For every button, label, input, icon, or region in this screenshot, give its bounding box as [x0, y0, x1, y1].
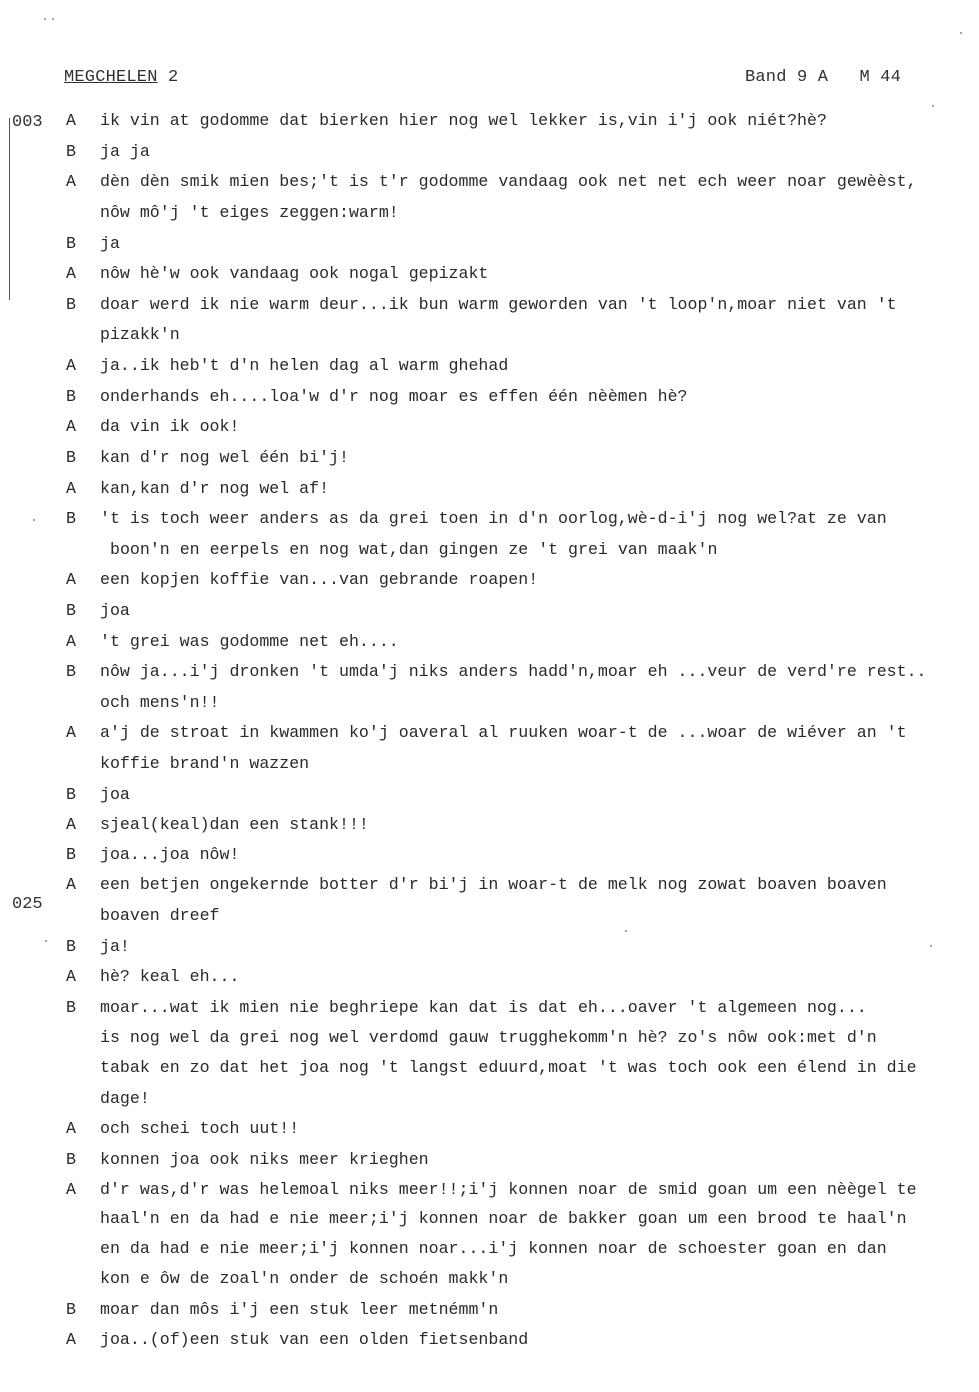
- speck: [44, 18, 46, 20]
- transcript-line: [0, 903, 979, 929]
- transcript-line: [0, 872, 979, 898]
- transcript-line: [0, 1177, 979, 1203]
- speck: [960, 32, 962, 34]
- utterance-text: joa: [100, 601, 130, 620]
- transcript-line: [0, 1206, 979, 1232]
- speaker-label: B: [66, 387, 76, 406]
- speck: [932, 105, 934, 107]
- utterance-text: och schei toch uut!!: [100, 1119, 300, 1138]
- utterance-text: doar werd ik nie warm deur...ik bun warm geworden van 't loop'n,moar niet van 't: [100, 295, 897, 314]
- utterance-text: d'r was,d'r was helemoal niks meer!!;i'j konnen noar de smid goan um een nèègel te: [100, 1180, 917, 1199]
- speaker-label: A: [66, 479, 76, 498]
- speaker-label: B: [66, 1300, 76, 1319]
- header-tape: [745, 68, 901, 87]
- transcript-line: [0, 690, 979, 716]
- utterance-text: 't is toch weer anders as da grei toen in d'n oorlog,wè-d-i'j nog wel?at ze van: [100, 509, 887, 528]
- transcript-line: [0, 231, 979, 257]
- utterance-text: nôw ja...i'j dronken 't umda'j niks anders hadd'n,moar eh ...veur de verd're rest..: [100, 662, 927, 681]
- utterance-text: joa..(of)een stuk van een olden fietsenband: [100, 1330, 529, 1349]
- speaker-label: B: [66, 234, 76, 253]
- utterance-text: a'j de stroat in kwammen ko'j oaveral al ruuken woar-t de ...woar de wiéver an 't: [100, 723, 907, 742]
- speaker-label: A: [66, 815, 76, 834]
- utterance-text: boon'n en eerpels en nog wat,dan gingen ze 't grei van maak'n: [110, 540, 718, 559]
- transcript-line: [0, 1086, 979, 1112]
- speck: [625, 930, 627, 932]
- utterance-text: pizakk'n: [100, 325, 180, 344]
- transcript-line: [0, 842, 979, 868]
- transcript-line: [0, 1297, 979, 1323]
- utterance-text: ja!: [100, 937, 130, 956]
- transcript-line: [0, 1025, 979, 1051]
- transcript-line: [0, 1147, 979, 1173]
- speaker-label: A: [66, 264, 76, 283]
- utterance-text: kan,kan d'r nog wel af!: [100, 479, 330, 498]
- header-place: [64, 68, 178, 87]
- header-place-name: MEGCHELEN: [64, 68, 158, 87]
- transcript-line: [0, 1055, 979, 1081]
- transcript-line: [0, 506, 979, 532]
- speck: [52, 18, 54, 20]
- transcript-line: [0, 139, 979, 165]
- transcript-line: [0, 414, 979, 440]
- transcript-line: [0, 567, 979, 593]
- speaker-label: B: [66, 937, 76, 956]
- speaker-label: A: [66, 632, 76, 651]
- speaker-label: B: [66, 142, 76, 161]
- utterance-text: en da had e nie meer;i'j konnen noar...i'j konnen noar de schoester goan en dan: [100, 1239, 887, 1258]
- utterance-text: konnen joa ook niks meer krieghen: [100, 1150, 429, 1169]
- transcript-line: [0, 720, 979, 746]
- speaker-label: A: [66, 1330, 76, 1349]
- speaker-label: B: [66, 601, 76, 620]
- speaker-label: A: [66, 1180, 76, 1199]
- speaker-label: B: [66, 785, 76, 804]
- speaker-label: A: [66, 967, 76, 986]
- utterance-text: hè? keal eh...: [100, 967, 240, 986]
- speaker-label: B: [66, 295, 76, 314]
- utterance-text: nôw mô'j 't eiges zeggen:warm!: [100, 203, 399, 222]
- transcript-line: [0, 934, 979, 960]
- transcript-line: [0, 629, 979, 655]
- speaker-label: B: [66, 998, 76, 1017]
- speaker-label: A: [66, 1119, 76, 1138]
- transcript-line: [0, 292, 979, 318]
- transcript-line: [0, 108, 979, 134]
- margin-marker-025: 025: [12, 895, 43, 914]
- transcript-line: [0, 1327, 979, 1353]
- transcript-line: [0, 200, 979, 226]
- transcript-line: [0, 445, 979, 471]
- speaker-label: B: [66, 1150, 76, 1169]
- transcript-line: [0, 964, 979, 990]
- utterance-text: moar...wat ik mien nie beghriepe kan dat is dat eh...oaver 't algemeen nog...: [100, 998, 867, 1017]
- transcript-line: [0, 384, 979, 410]
- utterance-text: moar dan môs i'j een stuk leer metnémm'n: [100, 1300, 499, 1319]
- header-place-number: 2: [168, 68, 179, 87]
- speaker-label: A: [66, 172, 76, 191]
- utterance-text: joa: [100, 785, 130, 804]
- transcript-line: [0, 476, 979, 502]
- utterance-text: ja: [100, 234, 120, 253]
- speaker-label: B: [66, 662, 76, 681]
- transcript-line: [0, 1116, 979, 1142]
- transcript-line: [0, 995, 979, 1021]
- speaker-label: A: [66, 111, 76, 130]
- utterance-text: ik vin at godomme dat bierken hier nog wel lekker is,vin i'j ook niét?hè?: [100, 111, 827, 130]
- transcript-line: [0, 353, 979, 379]
- header-tape-label: Band 9 A: [745, 68, 829, 87]
- utterance-text: kon e ôw de zoal'n onder de schoén makk'n: [100, 1269, 509, 1288]
- utterance-text: och mens'n!!: [100, 693, 220, 712]
- utterance-text: ja..ik heb't d'n helen dag al warm ghehad: [100, 356, 509, 375]
- utterance-text: is nog wel da grei nog wel verdomd gauw trugghekomm'n hè? zo's nôw ook:met d'n: [100, 1028, 877, 1047]
- transcript-line: [0, 169, 979, 195]
- transcript-line: [0, 1236, 979, 1262]
- transcript-line: [0, 782, 979, 808]
- utterance-text: haal'n en da had e nie meer;i'j konnen noar de bakker goan um een brood te haal'n: [100, 1209, 907, 1228]
- transcript-line: [0, 812, 979, 838]
- speaker-label: B: [66, 448, 76, 467]
- speaker-label: A: [66, 723, 76, 742]
- utterance-text: boaven dreef: [100, 906, 220, 925]
- utterance-text: dèn dèn smik mien bes;'t is t'r godomme vandaag ook net net ech weer noar gewèèst,: [100, 172, 917, 191]
- speck: [45, 940, 47, 942]
- utterance-text: kan d'r nog wel één bi'j!: [100, 448, 349, 467]
- header-marker: M 44: [859, 68, 902, 87]
- utterance-text: koffie brand'n wazzen: [100, 754, 310, 773]
- transcript-line: [0, 751, 979, 777]
- transcript-line: [0, 598, 979, 624]
- transcript-line: [0, 1266, 979, 1292]
- utterance-text: joa...joa nôw!: [100, 845, 240, 864]
- speaker-label: B: [66, 845, 76, 864]
- speck: [33, 519, 35, 521]
- utterance-text: een kopjen koffie van...van gebrande roapen!: [100, 570, 539, 589]
- utterance-text: sjeal(keal)dan een stank!!!: [100, 815, 369, 834]
- utterance-text: onderhands eh....loa'w d'r nog moar es effen één nèèmen hè?: [100, 387, 688, 406]
- transcript-line: [0, 659, 979, 685]
- utterance-text: nôw hè'w ook vandaag ook nogal gepizakt: [100, 264, 489, 283]
- transcript-line: [0, 261, 979, 287]
- speaker-label: A: [66, 417, 76, 436]
- transcript-line: [0, 322, 979, 348]
- speaker-label: A: [66, 875, 76, 894]
- speaker-label: A: [66, 356, 76, 375]
- speaker-label: A: [66, 570, 76, 589]
- utterance-text: ja ja: [100, 142, 150, 161]
- utterance-text: 't grei was godomme net eh....: [100, 632, 399, 651]
- utterance-text: een betjen ongekernde botter d'r bi'j in woar-t de melk nog zowat boaven boaven: [100, 875, 887, 894]
- transcript-line: [0, 537, 979, 563]
- utterance-text: dage!: [100, 1089, 150, 1108]
- utterance-text: da vin ik ook!: [100, 417, 240, 436]
- utterance-text: tabak en zo dat het joa nog 't langst eduurd,moat 't was toch ook een élend in die: [100, 1058, 917, 1077]
- speck: [930, 945, 932, 947]
- margin-marker-003: 003: [12, 113, 43, 132]
- speaker-label: B: [66, 509, 76, 528]
